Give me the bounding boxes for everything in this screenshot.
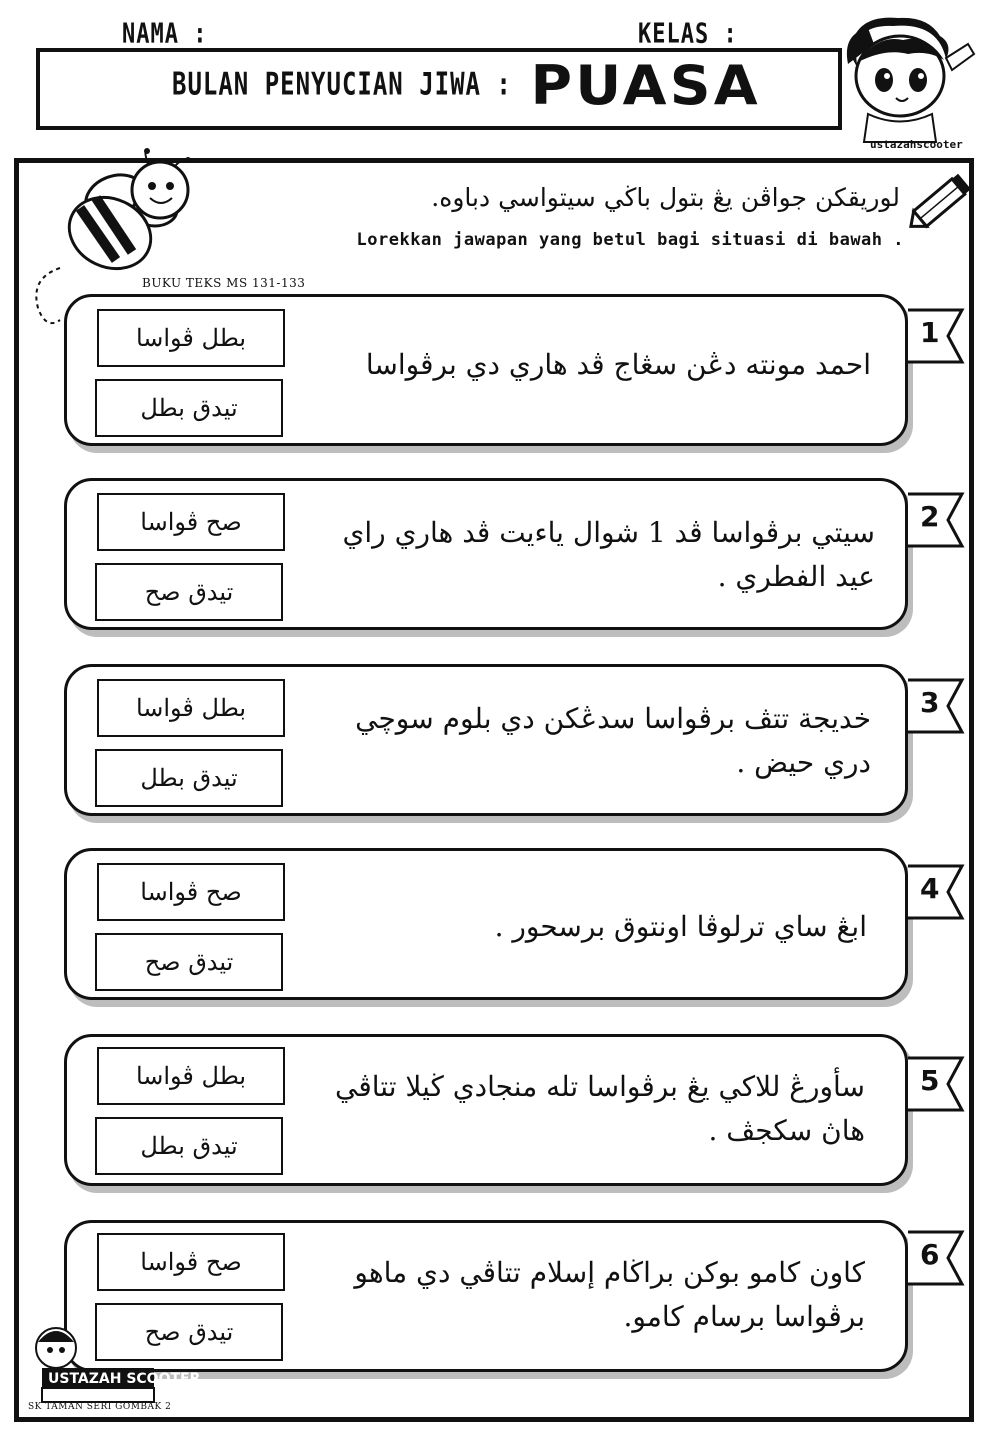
question-text: ابڠ ساي ترلوڤا اونتوق برسحور .	[494, 910, 867, 943]
answer-option[interactable]: تيدق صح	[95, 1303, 283, 1361]
question-number-box	[906, 1228, 964, 1288]
question-card-5	[64, 1034, 908, 1186]
question-text: سأورڠ للاکي يڠ برڤواسا تله منجادي ڬيلا تتاڤي هاڽ سکجڤ .	[334, 1070, 865, 1147]
question-card-1	[64, 294, 908, 446]
class-label: KELAS :	[638, 18, 738, 51]
question-card-2	[64, 478, 908, 630]
worksheet-topic: PUASA	[530, 54, 761, 117]
mascot-boy-icon	[828, 14, 978, 151]
instruction-jawi: لوريقكن جواڤن يڠ بتول باڬي سيتواسي دباوه.	[431, 183, 900, 212]
answer-option[interactable]: تيدق صح	[95, 563, 283, 621]
question-number-box	[906, 676, 964, 736]
question-number: 4	[920, 872, 940, 905]
name-label: NAMA :	[122, 18, 208, 51]
instruction-rumi: Lorekkan jawapan yang betul bagi situasi di bawah .	[356, 230, 904, 250]
question-card-3	[64, 664, 908, 816]
answer-option[interactable]: بطل ڤواسا	[97, 1047, 285, 1105]
question-text: خديجة تتڤ برڤواسا سدڠكن دي بلوم سوچي دري حيض .	[355, 702, 871, 779]
worksheet-title: BULAN PENYUCIAN JIWA :	[172, 66, 512, 103]
question-number-box	[906, 862, 964, 922]
logo-text: USTAZAH SCOOTER	[48, 1371, 201, 1387]
answer-option[interactable]: صح ڤواسا	[97, 863, 285, 921]
mascot-credit: ustazahscooter	[870, 138, 963, 151]
question-card-4	[64, 848, 908, 1000]
textbook-reference: BUKU TEKS MS 131-133	[142, 276, 306, 290]
answer-option[interactable]: تيدق بطل	[95, 1117, 283, 1175]
answer-option[interactable]: صح ڤواسا	[97, 493, 285, 551]
answer-option[interactable]: بطل ڤواسا	[97, 679, 285, 737]
question-text: احمد مونته دڠن سڠاج ڤد هاري دي برڤواسا	[365, 348, 871, 381]
pencil-icon	[902, 168, 978, 236]
answer-option[interactable]: تيدق بطل	[95, 749, 283, 807]
school-name: SK TAMAN SERI GOMBAK 2	[28, 1402, 172, 1412]
question-number: 6	[920, 1238, 940, 1271]
question-number: 3	[920, 686, 940, 719]
answer-option[interactable]: تيدق صح	[95, 933, 283, 991]
answer-option[interactable]: صح ڤواسا	[97, 1233, 285, 1291]
answer-option[interactable]: تيدق بطل	[95, 379, 283, 437]
question-text: سيتي برڤواسا ڤد 1 شوال ياءيت ڤد هاري راي عيد الفطري .	[342, 516, 875, 593]
question-text: کاون کامو بوکن براڬام إسلام تتاڤي دي ماهو برڤواسا برسام کامو.	[354, 1256, 865, 1333]
question-number-box	[906, 1054, 964, 1114]
question-card-6	[64, 1220, 908, 1372]
question-number: 5	[920, 1064, 940, 1097]
answer-option[interactable]: بطل ڤواسا	[97, 309, 285, 367]
question-number-box	[906, 306, 964, 366]
question-number: 1	[920, 316, 940, 349]
question-number-box	[906, 490, 964, 550]
question-number: 2	[920, 500, 940, 533]
